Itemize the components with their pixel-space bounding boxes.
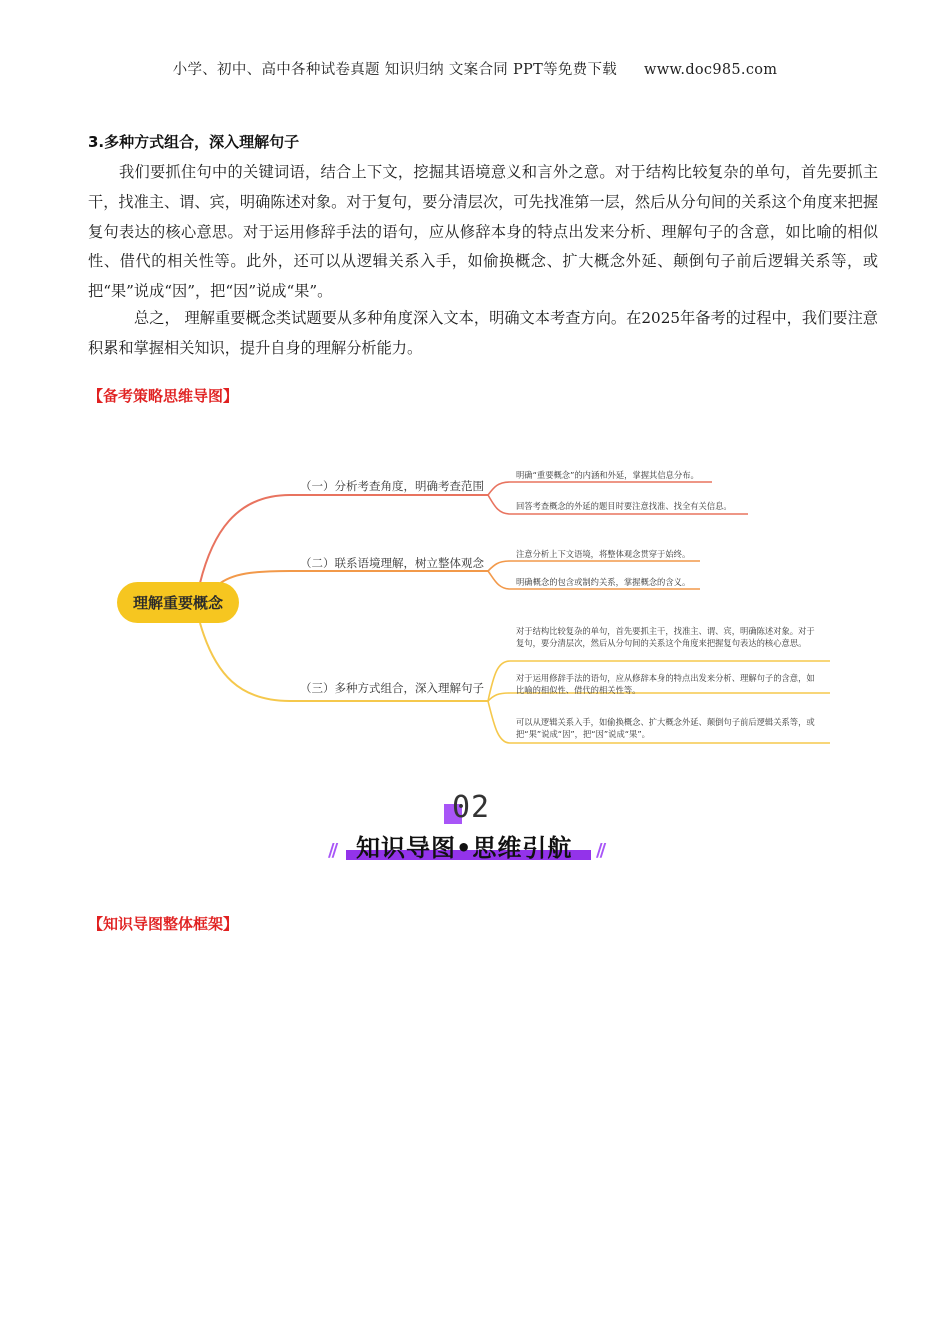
leaf-1-2: 回答考查概念的外延的题目时要注意找准、找全有关信息。 xyxy=(516,501,732,511)
branch-1-label: （一）分析考查角度，明确考查范围 xyxy=(300,479,484,493)
section-02-title: 知识导图•思维引航 xyxy=(356,834,573,862)
leaf-3-3: 可以从逻辑关系入手，如偷换概念、扩大概念外延、颠倒句子前后逻辑关系等，或把“果”说成“因”，把“因”说成“果”。 xyxy=(516,717,815,739)
slash-deco-left-icon: // xyxy=(328,840,336,861)
section-02-banner xyxy=(0,790,950,870)
section-number: 02 xyxy=(452,790,491,825)
paragraph-2: 总之， 理解重要概念类试题要从多种角度深入文本，明确文本考查方向。在2025年备考的过程中，我们要注意积累和掌握相关知识，提升自身的理解分析能力。 xyxy=(88,309,878,357)
leaf-3-2: 对于运用修辞手法的语句，应从修辞本身的特点出发来分析、理解句子的含意，如比喻的相似性、借代的相关性等。 xyxy=(516,673,815,695)
leaf-2-1: 注意分析上下文语境，将整体观念贯穿于始终。 xyxy=(516,549,691,559)
paragraph-1: 我们要抓住句中的关键词语，结合上下文，挖掘其语境意义和言外之意。对于结构比较复杂的单句，首先要抓主干，找准主、谓、宾，明确陈述对象。对于复句，要分清层次，可先找准第一层，然后从分句间的关系这个角度来把握复句表达的核心意思。对于运用修辞手法的语句，应从修辞本身的特点出发来分析、理解句子的含意，如比喻的相似性、借代的相关性等。此外，还可以从逻辑关系入手，如偷换概念、扩大概念外延、颠倒句子前后逻辑关系等，或把“果”说成“因”，把“因”说成“果”。 xyxy=(88,163,878,301)
connector-leaf-2-1 xyxy=(488,561,700,571)
page-header xyxy=(0,58,950,79)
header-text: 小学、初中、高中各种试卷真题 知识归纳 文案合同 PPT等免费下载 xyxy=(172,62,618,78)
leaf-2-2: 明确概念的包含或制约关系，掌握概念的含义。 xyxy=(516,577,691,587)
branch-2-label: （二）联系语境理解，树立整体观念 xyxy=(300,556,484,570)
framework-label: 【知识导图整体框架】 xyxy=(88,915,239,933)
mind-map xyxy=(100,455,840,755)
mind-map-root: 理解重要概念 xyxy=(117,582,239,623)
header-site-link[interactable]: www.doc985.com xyxy=(644,62,778,78)
connector-leaf-1-1 xyxy=(488,482,712,495)
slash-deco-right-icon: // xyxy=(596,840,604,861)
leaf-3-1: 对于结构比较复杂的单句，首先要抓主干，找准主、谓、宾，明确陈述对象。对于复句，要分清层次，然后从分句间的关系这个角度来把握复句表达的核心意思。 xyxy=(516,626,815,648)
leaf-1-1: 明确“重要概念”的内涵和外延，掌握其信息分布。 xyxy=(516,470,699,480)
section-title: 3.多种方式组合，深入理解句子 xyxy=(88,133,300,151)
connector-branch-2 xyxy=(218,571,488,585)
strategy-map-label: 【备考策略思维导图】 xyxy=(88,387,239,405)
branch-3-label: （三）多种方式组合，深入理解句子 xyxy=(300,681,484,695)
